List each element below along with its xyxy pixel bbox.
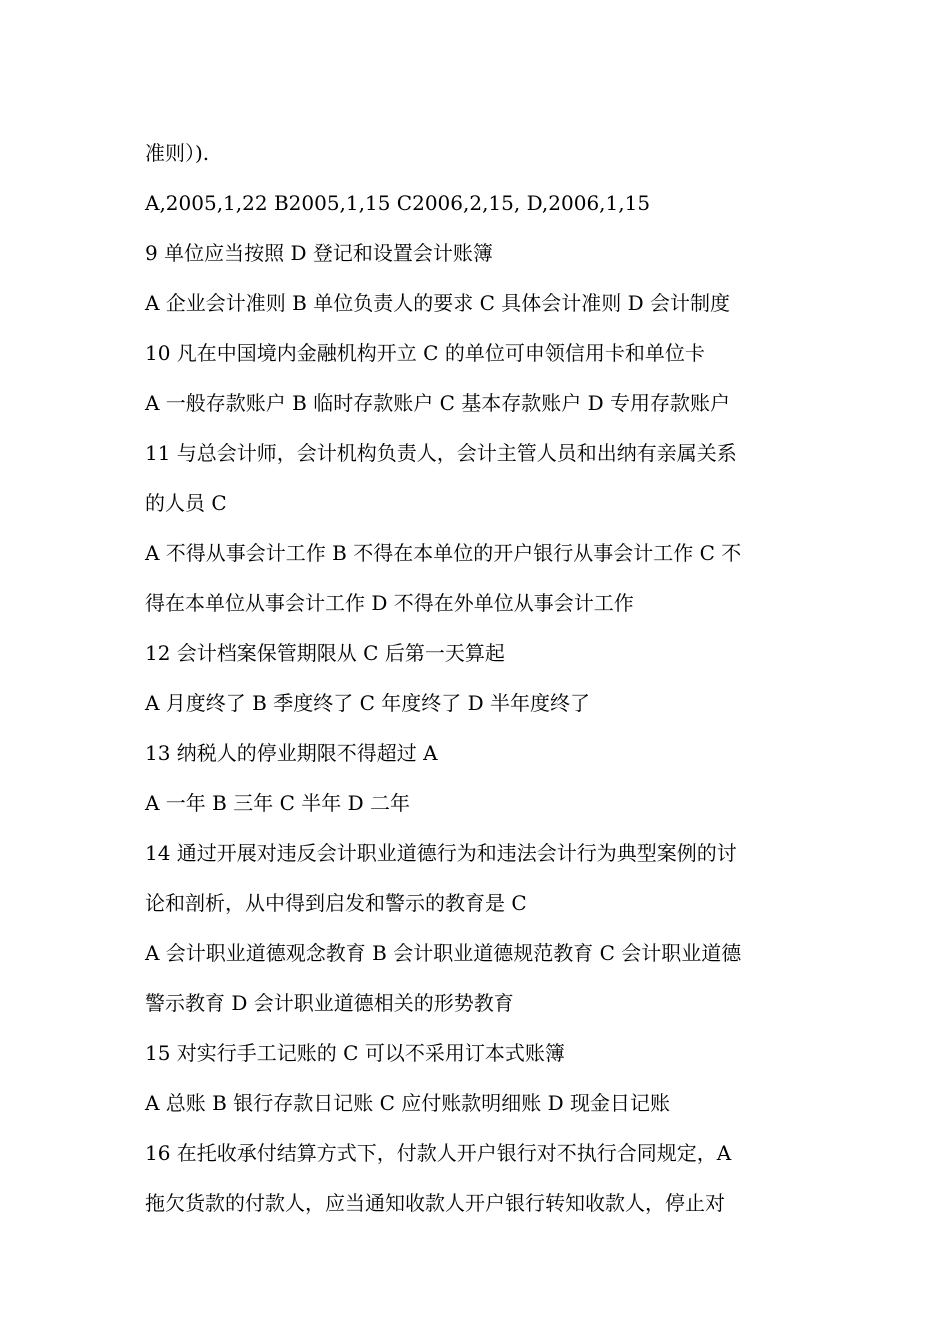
text-line: 准则）). (145, 141, 210, 165)
question-line: 16 在托收承付结算方式下，付款人开户银行对不执行合同规定，A (145, 1141, 732, 1165)
question-line: 9 单位应当按照 D 登记和设置会计账簿 (145, 241, 493, 265)
options-line: A 企业会计准则 B 单位负责人的要求 C 具体会计准则 D 会计制度 (145, 291, 730, 315)
question-line: 13 纳税人的停业期限不得超过 A (145, 741, 438, 765)
options-line: A 会计职业道德观念教育 B 会计职业道德规范教育 C 会计职业道德 (145, 941, 742, 965)
question-line: 拖欠货款的付款人，应当通知收款人开户银行转知收款人，停止对 (145, 1191, 725, 1215)
text-line: A,2005,1,22 B2005,1,15 C2006,2,15, D,2006,1,15 (145, 191, 651, 215)
question-line: 14 通过开展对违反会计职业道德行为和违法会计行为典型案例的讨 (145, 841, 737, 865)
question-line: 论和剖析，从中得到启发和警示的教育是 C (145, 891, 527, 915)
question-line: 10 凡在中国境内金融机构开立 C 的单位可申领信用卡和单位卡 (145, 341, 705, 365)
question-line: 15 对实行手工记账的 C 可以不采用订本式账簿 (145, 1041, 565, 1065)
options-line: A 一般存款账户 B 临时存款账户 C 基本存款账户 D 专用存款账户 (145, 391, 730, 415)
options-line: 警示教育 D 会计职业道德相关的形势教育 (145, 991, 514, 1015)
question-line: 12 会计档案保管期限从 C 后第一天算起 (145, 641, 505, 665)
options-line: A 一年 B 三年 C 半年 D 二年 (145, 791, 410, 815)
options-line: A 月度终了 B 季度终了 C 年度终了 D 半年度终了 (145, 691, 590, 715)
options-line: 得在本单位从事会计工作 D 不得在外单位从事会计工作 (145, 591, 634, 615)
document-body (145, 128, 815, 1228)
options-line: A 总账 B 银行存款日记账 C 应付账款明细账 D 现金日记账 (145, 1091, 670, 1115)
options-line: A 不得从事会计工作 B 不得在本单位的开户银行从事会计工作 C 不 (145, 541, 742, 565)
question-line: 11 与总会计师，会计机构负责人，会计主管人员和出纳有亲属关系 (145, 441, 737, 465)
question-line: 的人员 C (145, 491, 227, 515)
